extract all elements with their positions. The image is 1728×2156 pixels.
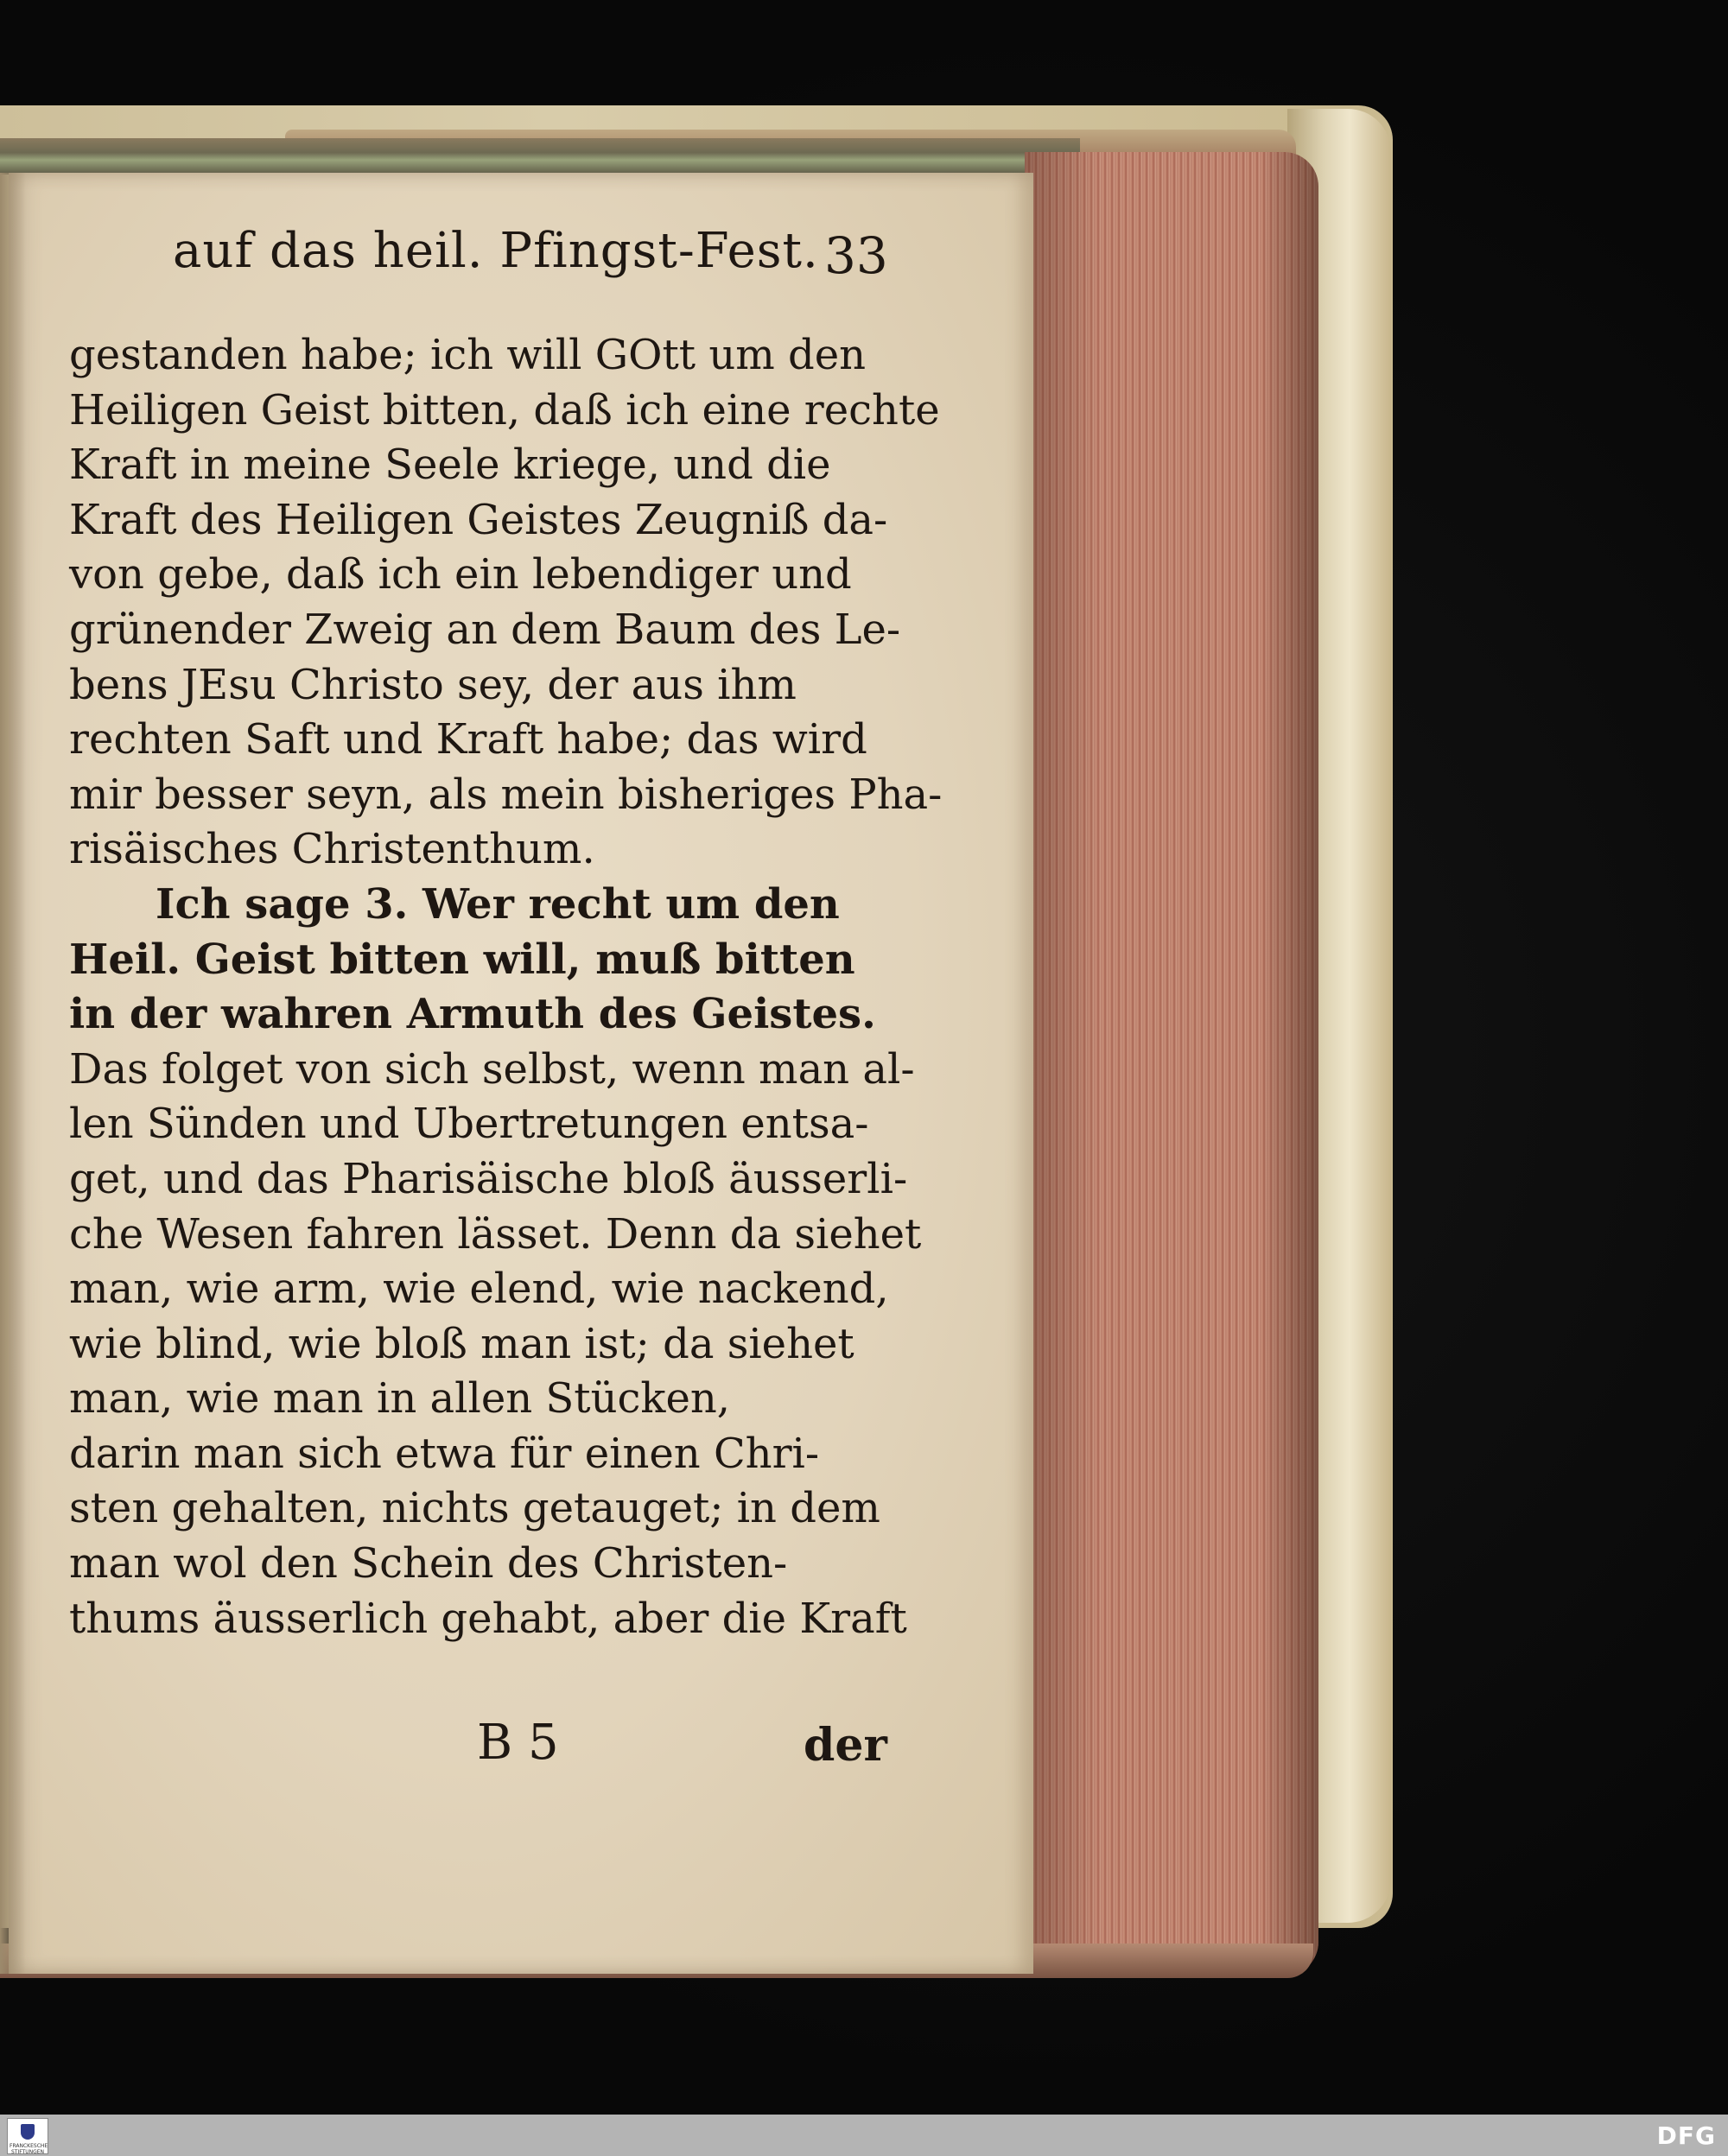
fore-edge-shading bbox=[1025, 152, 1318, 1976]
text-line: man, wie arm, wie elend, wie nackend, bbox=[69, 1265, 889, 1314]
institution-logo[interactable] bbox=[7, 2118, 48, 2154]
text-line: che Wesen fahren lässet. Denn da siehet bbox=[69, 1209, 922, 1259]
text-line: get, und das Pharisäische bloß äusserli- bbox=[69, 1154, 908, 1203]
text-line: Kraft des Heiligen Geistes Zeugniß da- bbox=[69, 495, 888, 544]
text-line: wie blind, wie bloß man ist; da siehet bbox=[69, 1319, 854, 1368]
text-line: len Sünden und Ubertretungen entsa- bbox=[69, 1100, 869, 1149]
logo-text: FRANCKESCHE STIFTUNGEN bbox=[10, 2143, 48, 2155]
text-line: sten gehalten, nichts getauget; in dem bbox=[69, 1484, 880, 1533]
crest-icon bbox=[21, 2124, 35, 2140]
text-line: darin man sich etwa für einen Chri- bbox=[69, 1429, 820, 1478]
text-line: von gebe, daß ich ein lebendiger und bbox=[69, 550, 852, 599]
text-line: Heiligen Geist bitten, daß ich eine rechte bbox=[69, 385, 940, 434]
text-line: Ich sage 3. Wer recht um den bbox=[156, 879, 840, 929]
page-number: 33 bbox=[824, 226, 888, 285]
text-line: thums äusserlich gehabt, aber die Kraft bbox=[69, 1594, 907, 1643]
headband bbox=[0, 138, 1080, 174]
text-line: man, wie man in allen Stücken, bbox=[69, 1374, 731, 1424]
text-line: Kraft in meine Seele kriege, und die bbox=[69, 441, 831, 490]
text-line: mir besser seyn, als mein bisheriges Pha- bbox=[69, 770, 943, 819]
text-line: Das folget von sich selbst, wenn man al- bbox=[69, 1044, 915, 1094]
text-line: bens JEsu Christo sey, der aus ihm bbox=[69, 660, 797, 709]
catchword: der bbox=[804, 1719, 887, 1772]
text-line: man wol den Schein des Christen- bbox=[69, 1539, 788, 1588]
text-line: gestanden habe; ich will GOtt um den bbox=[69, 331, 867, 379]
text-line: grünender Zweig an dem Baum des Le- bbox=[69, 605, 901, 654]
text-line: Heil. Geist bitten will, muß bitten bbox=[69, 935, 855, 984]
running-head: auf das heil. Pfingst-Fest. bbox=[173, 223, 819, 279]
signature-mark: B 5 bbox=[477, 1715, 559, 1771]
text-line: rechten Saft und Kraft habe; das wird bbox=[69, 715, 867, 764]
body-text bbox=[69, 328, 943, 1646]
viewer-footer-bar bbox=[0, 2115, 1728, 2156]
dfg-label: DFG bbox=[1656, 2121, 1716, 2150]
text-line: in der wahren Armuth des Geistes. bbox=[69, 990, 876, 1039]
page-gutter bbox=[0, 173, 26, 1974]
text-line: risäisches Christenthum. bbox=[69, 825, 595, 874]
